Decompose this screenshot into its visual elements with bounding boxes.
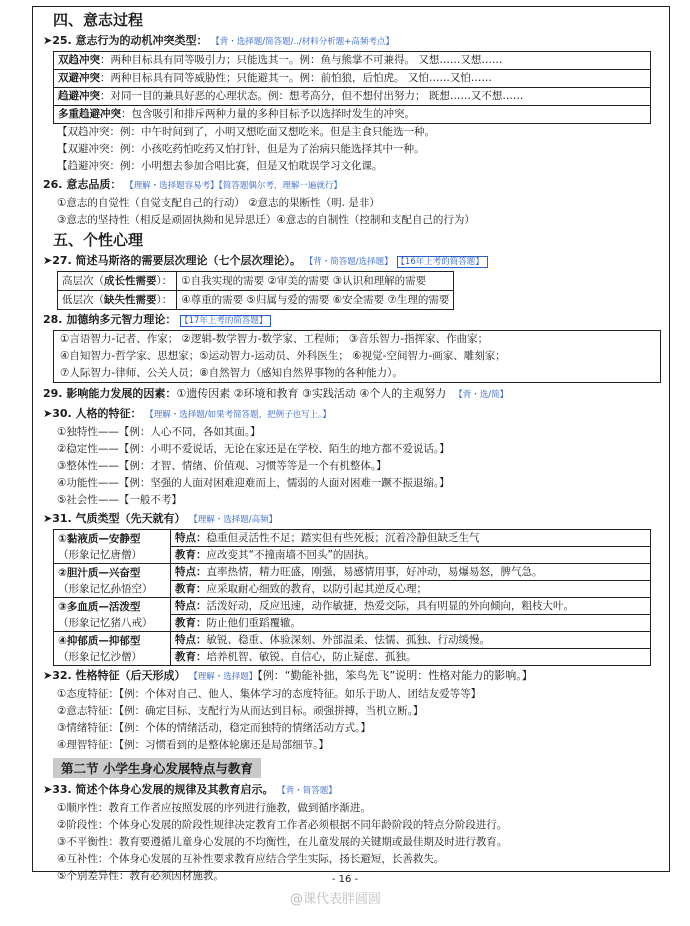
list-item: ①言语智力-记者、作家； ②逻辑-数学智力-数学家、工程师； ③音乐智力-指挥家、作曲家； <box>60 333 489 345</box>
list-item: ⑦人际智力-律师、公关人员；⑧自然智力（感知自然界事物的各种能力）。 <box>60 367 403 379</box>
q25-title: ➤25. 意志行为的动机冲突类型： 【背・选择题/简答题/../材料分析题+高频考点】 <box>43 34 394 47</box>
list-item: ⑤社会性——【一般不考】 <box>57 494 182 506</box>
q30-title: ➤30. 人格的特征： 【理解・选择题/如果考简答题，把例子也写上。】 <box>43 407 331 420</box>
q33-tag: 【背・简答题】 <box>281 786 337 796</box>
table-row: ④抑郁质—抑郁型 （形象记忆沙僧） 特点：敏锐、稳重、体验深刻、外部温柔、怯懦、孤独、行动缓慢。 <box>54 632 651 649</box>
section-title: 第二节 小学生身心发展特点与教育 <box>53 758 261 778</box>
q32-title: ➤32. 性格特征（后天形成） 【理解・选择题】【例：“勤能补拙，笨鸟先飞”说明：性格对能力的影响。】 <box>43 669 533 682</box>
q26-tag: 【理解・选择题容易考】【简答题偶尔考，理解一遍就行】 <box>129 181 342 191</box>
list-item: ③情绪特征：【例：个体的情绪活动，稳定而独特的情绪活动方式。】 <box>57 722 371 734</box>
q27-tag2: 【16年上考的简答题】 <box>397 256 488 268</box>
list-item: ④功能性——【例：坚强的人面对困难迎难而上，懦弱的人面对困难一蹶不振退缩。】 <box>57 477 450 489</box>
q29-title: 29. 影响能力发展的因素：①遗传因素 ②环境和教育 ③实践活动 ④个人的主观努力 【背・选/简】 <box>43 387 509 400</box>
table-row: ①黏液质—安静型 （形象记忆唐僧） 特点：稳重但灵活性不足；踏实但有些死板；沉着冷静但缺乏生气 <box>54 530 651 547</box>
needs-table <box>57 271 454 310</box>
temperament-table <box>53 529 651 666</box>
conflict-example-2: 【双避冲突：例：小孩吃药怕吃药又怕打针，但是为了治病只能选择其中一种。 <box>57 143 425 155</box>
list-item: ④互补性：个体身心发展的互补性要求教育应结合学生实际，扬长避短，长善救失。 <box>57 853 445 865</box>
list-item: ⑤个别差异性：教育必须因材施教。 <box>57 870 224 882</box>
list-item: ①意志的自觉性（自觉支配自己的行动） ②意志的果断性（明. 是非） <box>57 197 380 209</box>
q27-tag: 【背・简答题/选择题】 <box>309 257 393 267</box>
list-item: ③整体性——【例：才智、情绪、价值观、习惯等等是一个有机整体。】 <box>57 460 387 472</box>
table-row: 低层次（缺失性需要）： ④尊重的需要 ⑤归属与爱的需要 ⑥安全需要 ⑦生理的需要 <box>58 291 454 310</box>
conflict-table <box>53 51 651 124</box>
q30-tag: 【理解・选择题/如果考简答题，把例子也写上。】 <box>149 410 331 420</box>
q33-title: ➤33. 简述个体身心发展的规律及其教育启示。 【背・简答题】 <box>43 783 337 796</box>
list-item: ①态度特征：【例：个体对自己、他人、集体学习的态度特征。如乐于助人、团结友爱等等】 <box>57 688 482 700</box>
page-number: - 16 - <box>331 874 359 885</box>
table-row: 双避冲突：两种目标具有同等威胁性；只能避其一。例：前怕狼，后怕虎。 又怕……又怕…… <box>54 70 651 88</box>
table-row: ③多血质—活泼型 （形象记忆猪八戒） 特点：活泼好动，反应迅速，动作敏捷，热爱交际，具有明显的外向倾向，粗枝大叶。 <box>54 598 651 615</box>
list-item: ②阶段性：个体身心发展的阶段性规律决定教育工作者必须根据不同年龄阶段的特点分阶段进行。 <box>57 819 508 831</box>
table-row: 趋避冲突：对同一目的兼具好恶的心理状态。例：想考高分，但不想付出努力； 既想……又不想…… <box>54 88 651 106</box>
list-item: ③意志的坚持性（相反是顽固执拗和见异思迁）④意志的自制性（控制和支配自己的行为） <box>57 214 475 226</box>
q29-tag: 【背・选/简】 <box>454 390 509 400</box>
q26-title: 26. 意志品质： 【理解・选择题容易考】【简答题偶尔考，理解一遍就行】 <box>43 178 342 191</box>
q27-title: ➤27. 简述马斯洛的需要层次理论（七个层次理论）。 【背・简答题/选择题】 【16年上考的简答题】 <box>43 252 661 271</box>
table-row: 教育：应采取耐心细致的教育，以防引起其逆反心理； <box>54 581 651 598</box>
list-item: ①独特性——【例：人心不同，各如其面。】 <box>57 426 261 438</box>
list-item: ②稳定性——【例：小明不爱说话，无论在家还是在学校、陌生的地方都不爱说话。】 <box>57 443 450 455</box>
watermark: @课代表胖圆圆 <box>290 892 382 907</box>
q32-tag: 【理解・选择题】 <box>193 672 258 682</box>
heading-personality: 五、个性心理 <box>53 231 144 249</box>
list-item: ④自知智力-哲学家、思想家；⑤运动智力-运动员、外科医生； ⑥视觉-空间智力-画家、雕刻家； <box>60 350 506 362</box>
list-item: ③不平衡性：教育要遵循儿童身心发展的不均衡性，在儿童发展的关键期或最佳期及时进行教育。 <box>57 836 508 848</box>
list-item: ①顺序性：教育工作者应按照发展的序列进行施教，做到循序渐进。 <box>57 802 371 814</box>
q31-title: ➤31. 气质类型（先天就有） 【理解・选择题/高频】 <box>43 512 278 525</box>
q28-tag: 【17年上考的简答题】 <box>180 315 271 327</box>
q28-title: 28. 加德纳多元智力理论： 【17年上考的简答题】 <box>43 311 661 330</box>
list-item: ④理智特征：【例：习惯看到的是整体轮廓还是局部细节。】 <box>57 739 329 751</box>
table-row: 多重趋避冲突：包含吸引和排斥两种力量的多种目标予以选择时发生的冲突。 <box>54 106 651 124</box>
table-row: 高层次（成长性需要）： ①自我实现的需要 ②审美的需要 ③认识和理解的需要 <box>58 272 454 291</box>
heading-will-process: 四、意志过程 <box>53 11 144 29</box>
intelligence-box <box>53 330 661 383</box>
list-item: ②意志特征：【例：确定目标、支配行为从而达到目标。顽强拼搏，当机立断。】 <box>57 705 424 717</box>
conflict-example-3: 【趋避冲突：例：小明想去参加合唱比赛，但是又怕耽误学习文化课。 <box>57 160 383 172</box>
table-row: 教育：培养机智、敏锐、自信心，防止疑虑、孤独。 <box>54 649 651 666</box>
q31-tag: 【理解・选择题/高频】 <box>193 515 278 525</box>
q25-tag: 【背・选择题/简答题/../材料分析题+高频考点】 <box>215 37 394 47</box>
table-row: 教育：应改变其“不撞南墙不回头”的固执。 <box>54 547 651 564</box>
table-row: ②胆汁质—兴奋型 （形象记忆孙悟空） 特点：直率热情，精力旺盛，刚强，易感情用事，好冲动，易爆易怒，脾气急。 <box>54 564 651 581</box>
table-row: 教育：防止他们重蹈覆辙。 <box>54 615 651 632</box>
document-page <box>32 6 670 882</box>
table-row: 双趋冲突：两种目标具有同等吸引力；只能选其一。例：鱼与熊掌不可兼得。 又想……又想…… <box>54 52 651 70</box>
conflict-example-1: 【双趋冲突：例：中午时间到了，小明又想吃面又想吃米。但是主食只能选一种。 <box>57 126 435 138</box>
